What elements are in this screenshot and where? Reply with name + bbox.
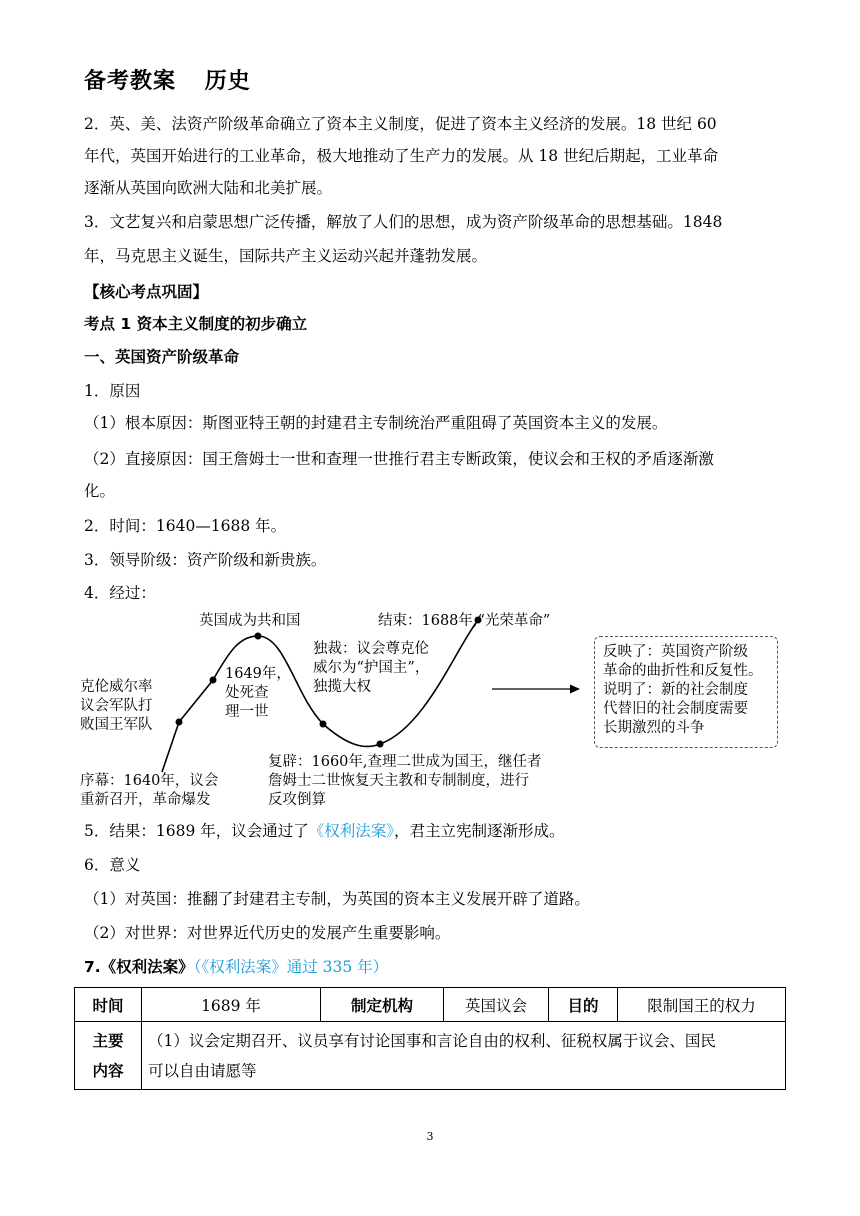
time-line: 2．时间：1640—1688 年。 bbox=[84, 517, 287, 535]
significance-title: 6．意义 bbox=[84, 856, 141, 874]
cromwell-label: 克伦威尔率 议会军队打 败国王军队 bbox=[80, 679, 153, 733]
republic-point bbox=[255, 633, 262, 640]
significance-item-2: （2）对世界：对世界近代历史的发展产生重要影响。 bbox=[84, 924, 451, 942]
bill-of-rights-table bbox=[74, 987, 786, 1090]
section-heading: 【核心考点巩固】 bbox=[84, 283, 209, 301]
page-number: 3 bbox=[426, 1130, 434, 1143]
content-value: （1）议会定期召开、议员享有讨论国事和言论自由的权利、征税权属于议会、国民 可以自由请愿等 bbox=[142, 1022, 786, 1090]
dictatorship-point bbox=[320, 721, 327, 728]
execution-point bbox=[210, 677, 217, 684]
restoration-label: 复辟：1660年,查理二世成为国王，继任者 詹姆士二世恢复天主教和专制制度，进行 反攻倒算 bbox=[268, 754, 542, 808]
intro-p3-line1: 3．文艺复兴和启蒙思想广泛传播，解放了人们的思想，成为资产阶级革命的思想基础。1848 bbox=[84, 213, 723, 231]
header-title: 备考教案 bbox=[84, 69, 177, 94]
leader-line: 3．领导阶级：资产阶级和新贵族。 bbox=[84, 551, 327, 569]
intro-p2-line1: 2．英、美、法资产阶级革命确立了资本主义制度，促进了资本主义经济的发展。18 世纪 60 bbox=[84, 115, 717, 133]
subheading: 一、英国资产阶级革命 bbox=[84, 348, 240, 366]
arrow-head bbox=[570, 685, 580, 694]
intro-p2-line2: 年代，英国开始进行的工业革命，极大地推动了生产力的发展。从 18 世纪后期起，工业革命 bbox=[84, 147, 719, 165]
bill-title: 7.《权利法案》 bbox=[84, 958, 194, 976]
intro-p3-line2: 年，马克思主义诞生，国际共产主义运动兴起并蓬勃发展。 bbox=[84, 247, 488, 265]
content-label: 主要 内容 bbox=[75, 1022, 142, 1090]
header-subject: 历史 bbox=[204, 69, 251, 94]
revolution-process-diagram bbox=[80, 600, 780, 815]
execution-label: 1649年， 处死查 理一世 bbox=[225, 666, 291, 720]
topic-heading: 考点 1 资本主义制度的初步确立 bbox=[84, 315, 308, 333]
time-value: 1689 年 bbox=[142, 988, 321, 1022]
republic-label: 英国成为共和国 bbox=[199, 613, 301, 629]
bill-of-rights-link[interactable]: 《权利法案》 bbox=[308, 822, 395, 840]
org-value: 英国议会 bbox=[444, 988, 549, 1022]
conclusion-box: 反映了：英国资产阶级 革命的曲折性和反复性。 说明了：新的社会制度 代替旧的社会制度需要 长期激烈的斗争 bbox=[594, 636, 778, 748]
time-label: 时间 bbox=[75, 988, 142, 1022]
intro-p2-line3: 逐渐从英国向欧洲大陆和北美扩展。 bbox=[84, 179, 333, 197]
bill-anniversary-link[interactable]: （《权利法案》通过 335 年） bbox=[193, 958, 389, 976]
restoration-point bbox=[377, 741, 384, 748]
purpose-label: 目的 bbox=[549, 988, 618, 1022]
org-label: 制定机构 bbox=[321, 988, 444, 1022]
table-row bbox=[75, 988, 786, 1022]
dictatorship-label: 独裁：议会尊克伦 威尔为“护国主”， 独揽大权 bbox=[313, 641, 430, 695]
page-header bbox=[84, 64, 251, 95]
result-line: 5．结果：1689 年，议会通过了《权利法案》，君主立宪制逐渐形成。 bbox=[84, 822, 565, 840]
purpose-value: 限制国王的权力 bbox=[618, 988, 786, 1022]
prelude-label: 序幕：1640年，议会 重新召开，革命爆发 bbox=[80, 773, 219, 808]
end-label: 结束：1688年,“光荣革命” bbox=[378, 613, 551, 629]
significance-item-1: （1）对英国：推翻了封建君主专制，为英国的资本主义发展开辟了道路。 bbox=[84, 890, 590, 908]
cause-item-2-line2: 化。 bbox=[84, 482, 116, 500]
cause-item-2-line1: （2）直接原因：国王詹姆士一世和查理一世推行君主专断政策，使议会和王权的矛盾逐渐激 bbox=[84, 450, 714, 468]
bill-title-line bbox=[84, 957, 388, 977]
table-row bbox=[75, 1022, 786, 1090]
cromwell-point bbox=[176, 719, 183, 726]
process-title: 4．经过： bbox=[84, 584, 156, 602]
cause-title: 1．原因 bbox=[84, 382, 141, 400]
cause-item-1: （1）根本原因：斯图亚特王朝的封建君主专制统治严重阻碍了英国资本主义的发展。 bbox=[84, 414, 668, 432]
